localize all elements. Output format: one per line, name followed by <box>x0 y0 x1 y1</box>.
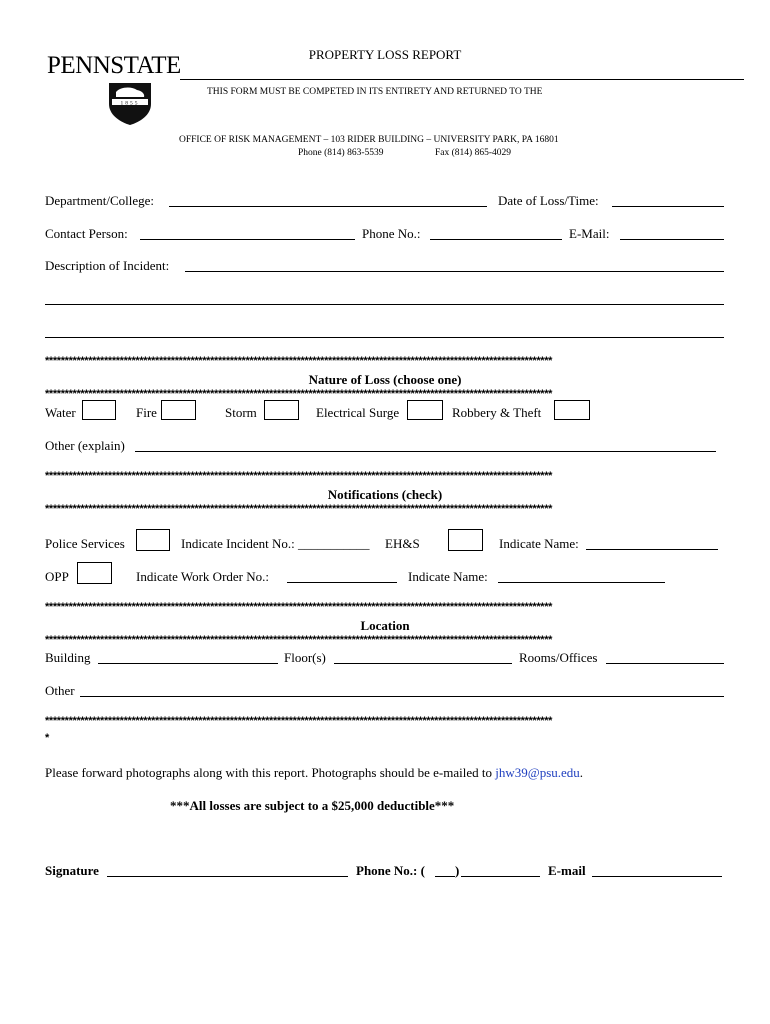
police-services-checkbox[interactable] <box>136 529 170 551</box>
electrical-surge-checkbox[interactable] <box>407 400 443 420</box>
department-field[interactable] <box>169 206 487 207</box>
signature-phone-paren: ) <box>455 863 460 878</box>
office-fax: Fax (814) 865-4029 <box>435 148 511 158</box>
indicate-name-2-field[interactable] <box>498 582 665 583</box>
opp-label: OPP <box>45 569 69 584</box>
signature-email-field[interactable] <box>592 876 722 877</box>
description-line-2[interactable] <box>45 304 724 305</box>
date-of-loss-label: Date of Loss/Time: <box>498 193 599 208</box>
signature-phone-label: Phone No.: ( <box>356 863 425 878</box>
location-other-label: Other <box>45 683 75 698</box>
nature-of-loss-heading: Nature of Loss (choose one) <box>308 372 462 387</box>
form-title: PROPERTY LOSS REPORT <box>308 47 462 62</box>
header-rule <box>180 79 744 80</box>
photos-instruction <box>45 765 583 781</box>
indicate-name-2-label: Indicate Name: <box>408 569 488 584</box>
other-explain-label: Other (explain) <box>45 438 125 453</box>
signature-phone-field[interactable] <box>461 876 540 877</box>
contact-person-field[interactable] <box>140 239 355 240</box>
notifications-heading: Notifications (check) <box>327 487 443 502</box>
email-label: E-Mail: <box>569 226 610 241</box>
description-field[interactable] <box>185 271 724 272</box>
indicate-name-field[interactable] <box>586 549 718 550</box>
contact-person-label: Contact Person: <box>45 226 128 241</box>
photos-text: Please forward photographs along with this report. Photographs should be e-mailed to <box>45 765 492 780</box>
fire-checkbox[interactable] <box>161 400 196 420</box>
office-address: OFFICE OF RISK MANAGEMENT – 103 RIDER BUILDING – UNIVERSITY PARK, PA 16801 <box>179 135 559 145</box>
rooms-offices-label: Rooms/Offices <box>519 650 598 665</box>
nittany-lion-shield-icon <box>107 82 153 126</box>
separator-trailing-star: * <box>45 732 50 744</box>
department-label: Department/College: <box>45 193 155 208</box>
storm-label: Storm <box>225 405 257 420</box>
photos-end: . <box>579 765 584 780</box>
deductible-notice: ***All losses are subject to a $25,000 deductible*** <box>170 798 455 813</box>
incident-number-field[interactable]: Indicate Incident No.: ___________ <box>181 536 370 551</box>
separator-stars: ********************************************************************************************************************************* <box>45 715 553 727</box>
email-field[interactable] <box>620 239 724 240</box>
photos-email-link[interactable]: jhw39@psu.edu <box>495 765 580 780</box>
description-label: Description of Incident: <box>45 258 170 273</box>
separator-stars: ********************************************************************************************************************************* <box>45 355 553 367</box>
signature-field[interactable] <box>107 876 348 877</box>
signature-area-code-field[interactable] <box>435 876 455 877</box>
fire-label: Fire <box>136 405 157 420</box>
separator-stars: ********************************************************************************************************************************* <box>45 470 553 482</box>
electrical-surge-label: Electrical Surge <box>316 405 400 420</box>
phone-label: Phone No.: <box>362 226 421 241</box>
floors-field[interactable] <box>334 663 512 664</box>
separator-stars: ********************************************************************************************************************************* <box>45 388 553 400</box>
return-instruction: THIS FORM MUST BE COMPETED IN ITS ENTIRETY AND RETURNED TO THE <box>207 87 543 97</box>
robbery-theft-label: Robbery & Theft <box>452 405 542 420</box>
other-explain-field[interactable] <box>135 451 716 452</box>
phone-field[interactable] <box>430 239 562 240</box>
water-label: Water <box>45 405 76 420</box>
seal-year: 1855 <box>120 100 140 107</box>
building-label: Building <box>45 650 91 665</box>
description-line-3[interactable] <box>45 337 724 338</box>
location-heading: Location <box>360 618 410 633</box>
date-of-loss-field[interactable] <box>612 206 724 207</box>
separator-stars: ********************************************************************************************************************************* <box>45 634 553 646</box>
office-phone: Phone (814) 863-5539 <box>298 148 384 158</box>
ehs-checkbox[interactable] <box>448 529 483 551</box>
floors-label: Floor(s) <box>284 650 326 665</box>
indicate-name-label: Indicate Name: <box>499 536 579 551</box>
ehs-label: EH&S <box>385 536 420 551</box>
robbery-theft-checkbox[interactable] <box>554 400 590 420</box>
location-other-field[interactable] <box>80 696 724 697</box>
building-field[interactable] <box>98 663 278 664</box>
work-order-label: Indicate Work Order No.: <box>136 569 270 584</box>
separator-stars: ********************************************************************************************************************************* <box>45 503 553 515</box>
storm-checkbox[interactable] <box>264 400 299 420</box>
police-services-label: Police Services <box>45 536 125 551</box>
signature-email-label: E-mail <box>548 863 586 878</box>
signature-label: Signature <box>45 863 99 878</box>
rooms-offices-field[interactable] <box>606 663 724 664</box>
work-order-field[interactable] <box>287 582 397 583</box>
pennstate-wordmark: PENNSTATE <box>47 52 181 79</box>
separator-stars: ********************************************************************************************************************************* <box>45 601 553 613</box>
water-checkbox[interactable] <box>82 400 116 420</box>
opp-checkbox[interactable] <box>77 562 112 584</box>
